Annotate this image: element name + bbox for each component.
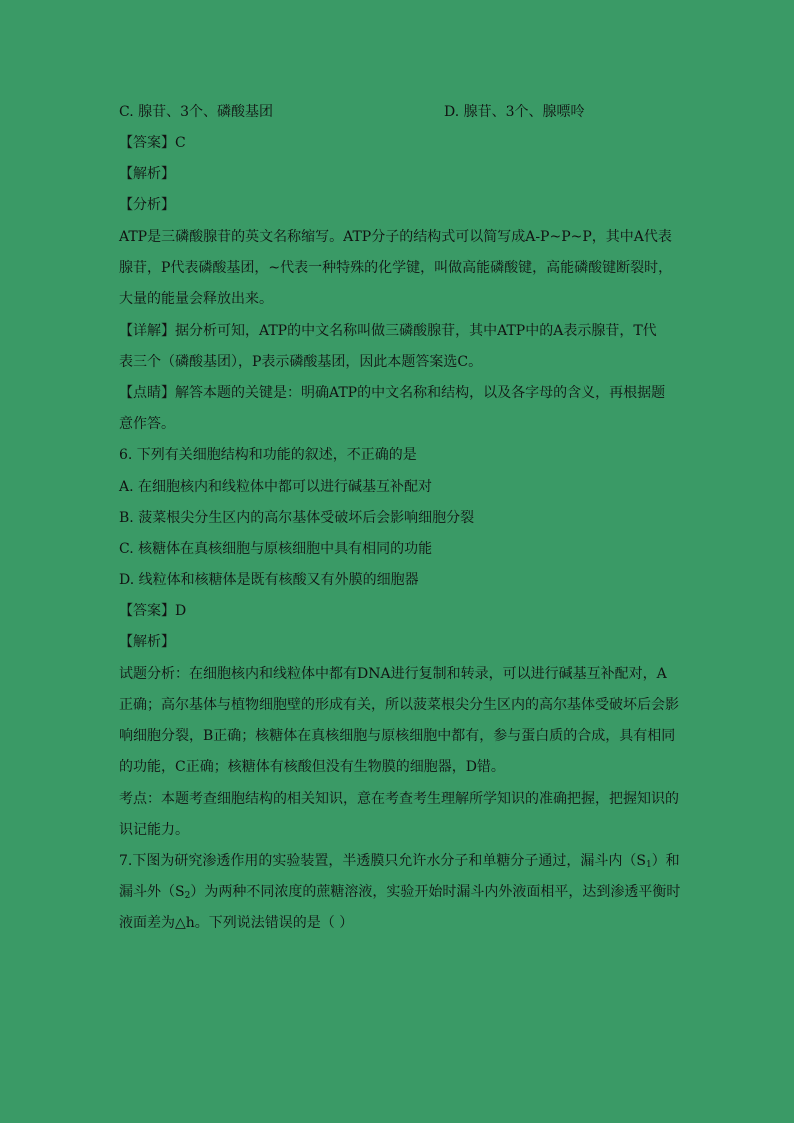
q6-option-a: A. 在细胞核内和线粒体中都可以进行碱基互补配对 bbox=[119, 479, 433, 495]
q5-option-d: D. 腺苷、3个、腺嘌呤 bbox=[444, 104, 585, 120]
q6-shiti-line-4: 的功能，C正确；核糖体有核酸但没有生物膜的细胞器，D错。 bbox=[119, 759, 505, 775]
q6-stem: 6. 下列有关细胞结构和功能的叙述，不正确的是 bbox=[119, 447, 417, 463]
q5-options-row bbox=[119, 102, 273, 122]
q6-kaodian-line-1: 考点：本题考查细胞结构的相关知识，意在考查考生理解所学知识的准确把握，把握知识的 bbox=[119, 791, 679, 807]
q7-line-2-text-b: ）为两种不同浓度的蔗糖溶液，实验开始时漏斗内外液面相平，达到渗透平衡时 bbox=[190, 884, 681, 900]
q5-xiangjie-line-2: 表三个（磷酸基团），P表示磷酸基团，因此本题答案选C。 bbox=[119, 354, 483, 370]
q7-line-2-text-a: 漏斗外（S bbox=[119, 884, 185, 900]
q7-line-1-text-a: 7.下图为研究渗透作用的实验装置，半透膜只允许水分子和单糖分子通过，漏斗内（S bbox=[119, 853, 646, 869]
q7-s2-subscript: 2 bbox=[184, 891, 191, 901]
q5-fenxi-line-1: ATP是三磷酸腺苷的英文名称缩写。ATP分子的结构式可以简写成A-P~P~P，其中A代表 bbox=[119, 229, 672, 245]
q7-line-1-text-b: ）和 bbox=[651, 853, 680, 869]
q5-analysis-heading: 【解析】 bbox=[119, 166, 175, 182]
q6-kaodian-line-2: 识记能力。 bbox=[119, 822, 189, 838]
q6-shiti-line-1: 试题分析：在细胞核内和线粒体中都有DNA进行复制和转录，可以进行碱基互补配对，A bbox=[119, 666, 667, 682]
q5-fenxi-heading: 【分析】 bbox=[119, 197, 175, 213]
q7-line-2 bbox=[119, 882, 680, 902]
q7-s1-subscript: 1 bbox=[645, 860, 652, 870]
q6-analysis-heading: 【解析】 bbox=[119, 634, 175, 650]
q5-fenxi-line-2: 腺苷，P代表磷酸基团，~代表一种特殊的化学键，叫做高能磷酸键，高能磷酸键断裂时， bbox=[119, 260, 673, 276]
q6-option-b: B. 菠菜根尖分生区内的高尔基体受破坏后会影响细胞分裂 bbox=[119, 510, 475, 526]
q6-option-c: C. 核糖体在真核细胞与原核细胞中具有相同的功能 bbox=[119, 541, 433, 557]
q5-dianjing-line-1: 【点睛】解答本题的关键是：明确ATP的中文名称和结构，以及各字母的含义，再根据题 bbox=[119, 385, 666, 401]
q5-fenxi-line-3: 大量的能量会释放出来。 bbox=[119, 291, 273, 307]
q5-answer: 【答案】C bbox=[119, 135, 186, 151]
q5-xiangjie-line-1: 【详解】据分析可知，ATP的中文名称叫做三磷酸腺苷，其中ATP中的A表示腺苷，T代 bbox=[119, 323, 657, 339]
q7-line-1 bbox=[119, 851, 680, 871]
q6-option-d: D. 线粒体和核糖体是既有核酸又有外膜的细胞器 bbox=[119, 572, 419, 588]
q6-shiti-line-2: 正确；高尔基体与植物细胞壁的形成有关，所以菠菜根尖分生区内的高尔基体受破坏后会影 bbox=[119, 697, 679, 713]
q6-shiti-line-3: 响细胞分裂，B正确；核糖体在真核细胞与原核细胞中都有，参与蛋白质的合成，具有相同 bbox=[119, 728, 676, 744]
q5-option-c: C. 腺苷、3个、磷酸基团 bbox=[119, 104, 274, 120]
q5-dianjing-line-2: 意作答。 bbox=[119, 416, 175, 432]
q7-line-3: 液面差为△h。下列说法错误的是（ ） bbox=[119, 915, 354, 931]
q6-answer: 【答案】D bbox=[119, 603, 187, 619]
